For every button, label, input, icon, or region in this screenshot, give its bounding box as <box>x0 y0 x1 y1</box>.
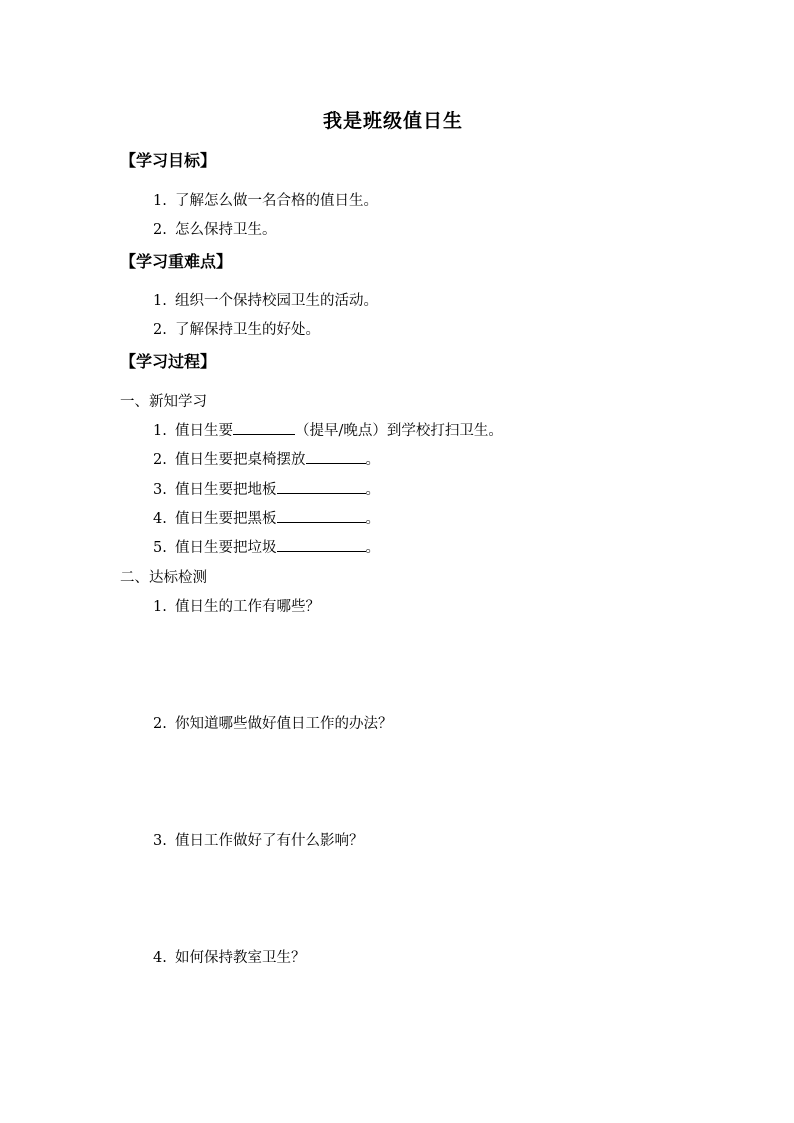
page-title: 我是班级值日生 <box>323 110 464 132</box>
section-heading-goals: 【学习目标】 <box>120 151 217 170</box>
question-item: 3. 值日工作做好了有什么影响？ <box>153 833 364 849</box>
answer-blank[interactable] <box>277 537 366 552</box>
fill-blank-item: 3. 值日生要把地板 。 <box>153 478 380 499</box>
answer-blank[interactable] <box>306 449 366 464</box>
fill-blank-item: 5. 值日生要把垃圾 。 <box>153 536 380 557</box>
question-item: 4. 如何保持教室卫生？ <box>153 950 306 966</box>
fill-blank-item: 2. 值日生要把桌椅摆放 。 <box>153 448 380 469</box>
question-item: 2. 你知道哪些做好值日工作的办法？ <box>153 716 393 732</box>
answer-blank[interactable] <box>233 420 295 435</box>
part-label-new-knowledge: 一、新知学习 <box>120 394 207 410</box>
goal-item: 2. 怎么保持卫生。 <box>153 222 277 238</box>
fill-blank-item: 1. 值日生要 （提早/晚点）到学校打扫卫生。 <box>153 419 503 440</box>
answer-blank[interactable] <box>277 479 366 494</box>
answer-blank[interactable] <box>277 508 366 523</box>
fill-blank-item: 4. 值日生要把黑板 。 <box>153 507 380 528</box>
section-heading-keypoints: 【学习重难点】 <box>120 252 233 271</box>
section-heading-process: 【学习过程】 <box>120 352 217 371</box>
keypoint-item: 2. 了解保持卫生的好处。 <box>153 322 320 338</box>
part-label-assessment: 二、达标检测 <box>120 570 207 586</box>
question-item: 1. 值日生的工作有哪些？ <box>153 599 320 615</box>
goal-item: 1. 了解怎么做一名合格的值日生。 <box>153 193 378 209</box>
keypoint-item: 1. 组织一个保持校园卫生的活动。 <box>153 293 378 309</box>
